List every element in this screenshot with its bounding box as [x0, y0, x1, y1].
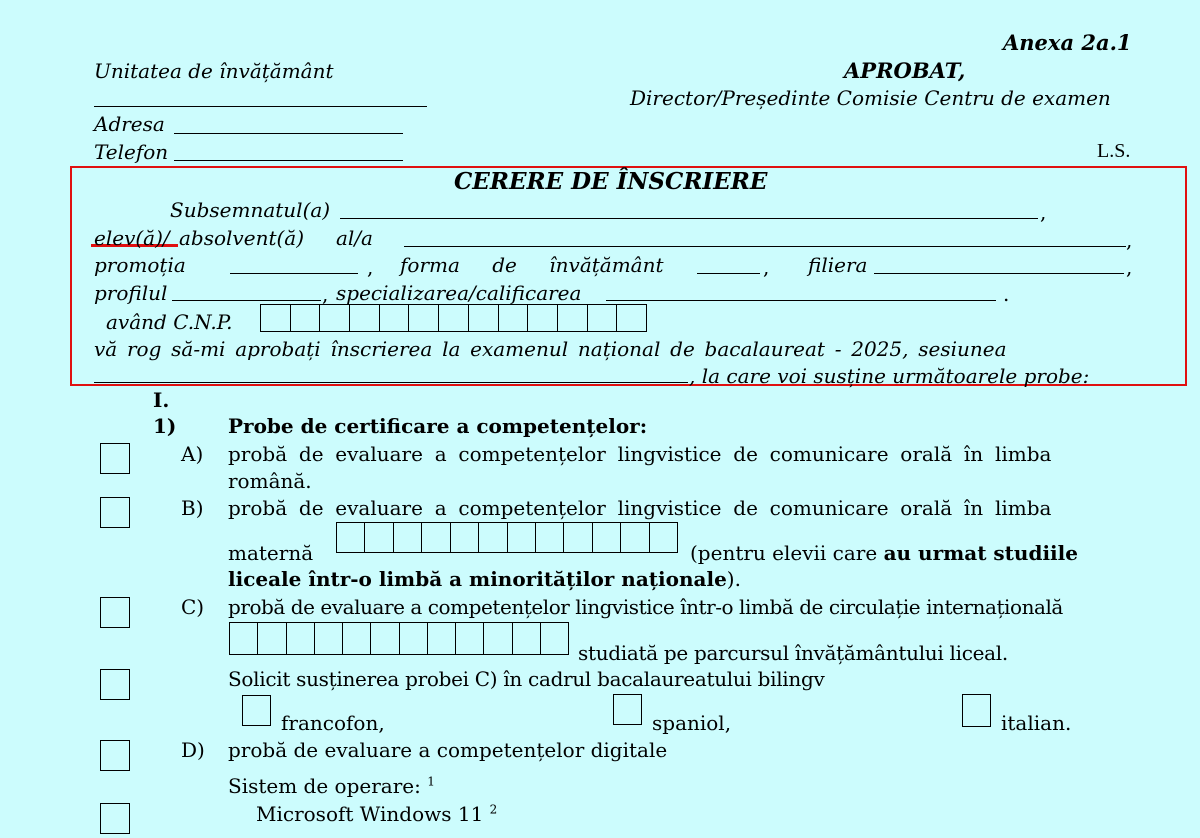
checkbox-probe-d[interactable]: [100, 740, 130, 771]
probe-b-bold-2: liceale într-o limbă a minorităților naționale: [228, 567, 727, 591]
specialization-field[interactable]: [606, 300, 996, 301]
phone-label: Telefon: [94, 140, 169, 164]
comma: ,: [763, 255, 770, 279]
probe-b-line-3: [228, 567, 741, 591]
form-title: CERERE DE ÎNSCRIERE: [454, 168, 768, 195]
student-label: elev(ă)/: [94, 226, 170, 250]
probe-d-text: probă de evaluare a competențelor digitale: [228, 738, 668, 762]
annex-label: Anexa 2a.1: [1003, 30, 1132, 55]
undersigned-label: Subsemnatul(a): [170, 198, 331, 222]
track-field[interactable]: [874, 273, 1124, 274]
comma: ,: [1126, 255, 1133, 279]
mother-tongue-input[interactable]: [336, 522, 678, 553]
request-text: vă rog să-mi aprobați înscrierea la examenul național de bacalaureat - 2025, sesiunea: [94, 337, 1007, 361]
probe-a-text: probă de evaluare a competențelor lingvistice de comunicare orală în limba: [228, 442, 1052, 466]
foreign-language-input[interactable]: [229, 622, 569, 655]
track-label: filiera: [808, 253, 868, 277]
ls-stamp-label: L.S.: [1097, 140, 1131, 162]
comma: ,: [1040, 200, 1047, 224]
francofon-label: francofon,: [281, 711, 385, 735]
checkbox-probe-c[interactable]: [100, 597, 130, 628]
italian-label: italian.: [1001, 711, 1072, 735]
checkbox-probe-a[interactable]: [100, 443, 130, 474]
probe-a-text-2: română.: [228, 469, 312, 493]
of-label: al/a: [336, 226, 373, 250]
address-field[interactable]: [174, 133, 403, 134]
probe-b-close: ).: [726, 567, 741, 591]
session-field[interactable]: [94, 382, 688, 383]
education-form-label: forma de învățământ: [400, 253, 664, 277]
probe-c-text: probă de evaluare a competențelor lingvistice într-o limbă de circulație internațională: [228, 595, 1063, 619]
address-label: Adresa: [94, 112, 165, 136]
school-unit-field[interactable]: [94, 106, 427, 107]
promotion-field[interactable]: [230, 273, 358, 274]
checkbox-probe-b[interactable]: [100, 497, 130, 528]
specialization-label: specializarea/calificarea: [336, 281, 582, 305]
section-title: Probe de certificare a competențelor:: [228, 414, 648, 438]
approved-label: APROBAT,: [844, 58, 966, 83]
probe-b-text: probă de evaluare a competențelor lingvistice de comunicare orală în limba: [228, 496, 1052, 520]
promotion-label: promoția: [94, 253, 186, 277]
checkbox-spaniol[interactable]: [613, 694, 642, 725]
section-number: 1): [153, 414, 177, 438]
probe-b-paren-text: (pentru elevii care: [690, 541, 878, 565]
cnp-input[interactable]: [260, 304, 647, 332]
school-unit-label: Unitatea de învățământ: [94, 59, 334, 83]
graduate-label: absolvent(ă): [179, 226, 305, 250]
checkbox-francofon[interactable]: [242, 695, 271, 726]
phone-field[interactable]: [174, 160, 403, 161]
request-end-text: , la care voi susține următoarele probe:: [689, 364, 1090, 388]
profile-field[interactable]: [172, 300, 321, 301]
name-field[interactable]: [340, 218, 1038, 219]
comma: ,: [322, 282, 329, 306]
checkbox-italian[interactable]: [962, 694, 991, 727]
windows-option-text: Microsoft Windows 11: [256, 802, 484, 826]
director-label: Director/Președinte Comisie Centru de examen: [630, 86, 1111, 110]
probe-c-text-2: studiată pe parcursul învățământului liceal.: [578, 641, 1008, 665]
probe-b-bold-1: au urmat studiile: [883, 541, 1078, 565]
education-form-field[interactable]: [697, 273, 760, 274]
comma: ,: [367, 255, 374, 279]
os-label-text: Sistem de operare:: [228, 774, 421, 798]
item-letter-c: C): [181, 595, 205, 619]
checkbox-bilingual[interactable]: [100, 669, 130, 700]
os-label: [228, 774, 435, 798]
profile-label: profilul: [94, 281, 168, 305]
spaniol-label: spaniol,: [652, 711, 732, 735]
school-field[interactable]: [404, 246, 1126, 247]
probe-b-paren: [690, 541, 1078, 565]
os-footnote: 1: [427, 774, 435, 789]
item-letter-d: D): [181, 738, 205, 762]
cnp-label: având C.N.P.: [106, 310, 233, 334]
item-letter-b: B): [181, 496, 204, 520]
windows-footnote: 2: [489, 802, 498, 817]
comma: ,: [1126, 228, 1133, 252]
checkbox-windows-11[interactable]: [100, 803, 130, 834]
item-letter-a: A): [181, 442, 204, 466]
probe-b-materna: maternă: [228, 541, 314, 565]
period: .: [1003, 282, 1010, 306]
section-roman: I.: [153, 388, 170, 412]
bilingual-text: Solicit susținerea probei C) în cadrul bacalaureatului bilingv: [228, 667, 825, 691]
windows-option: [256, 802, 497, 826]
